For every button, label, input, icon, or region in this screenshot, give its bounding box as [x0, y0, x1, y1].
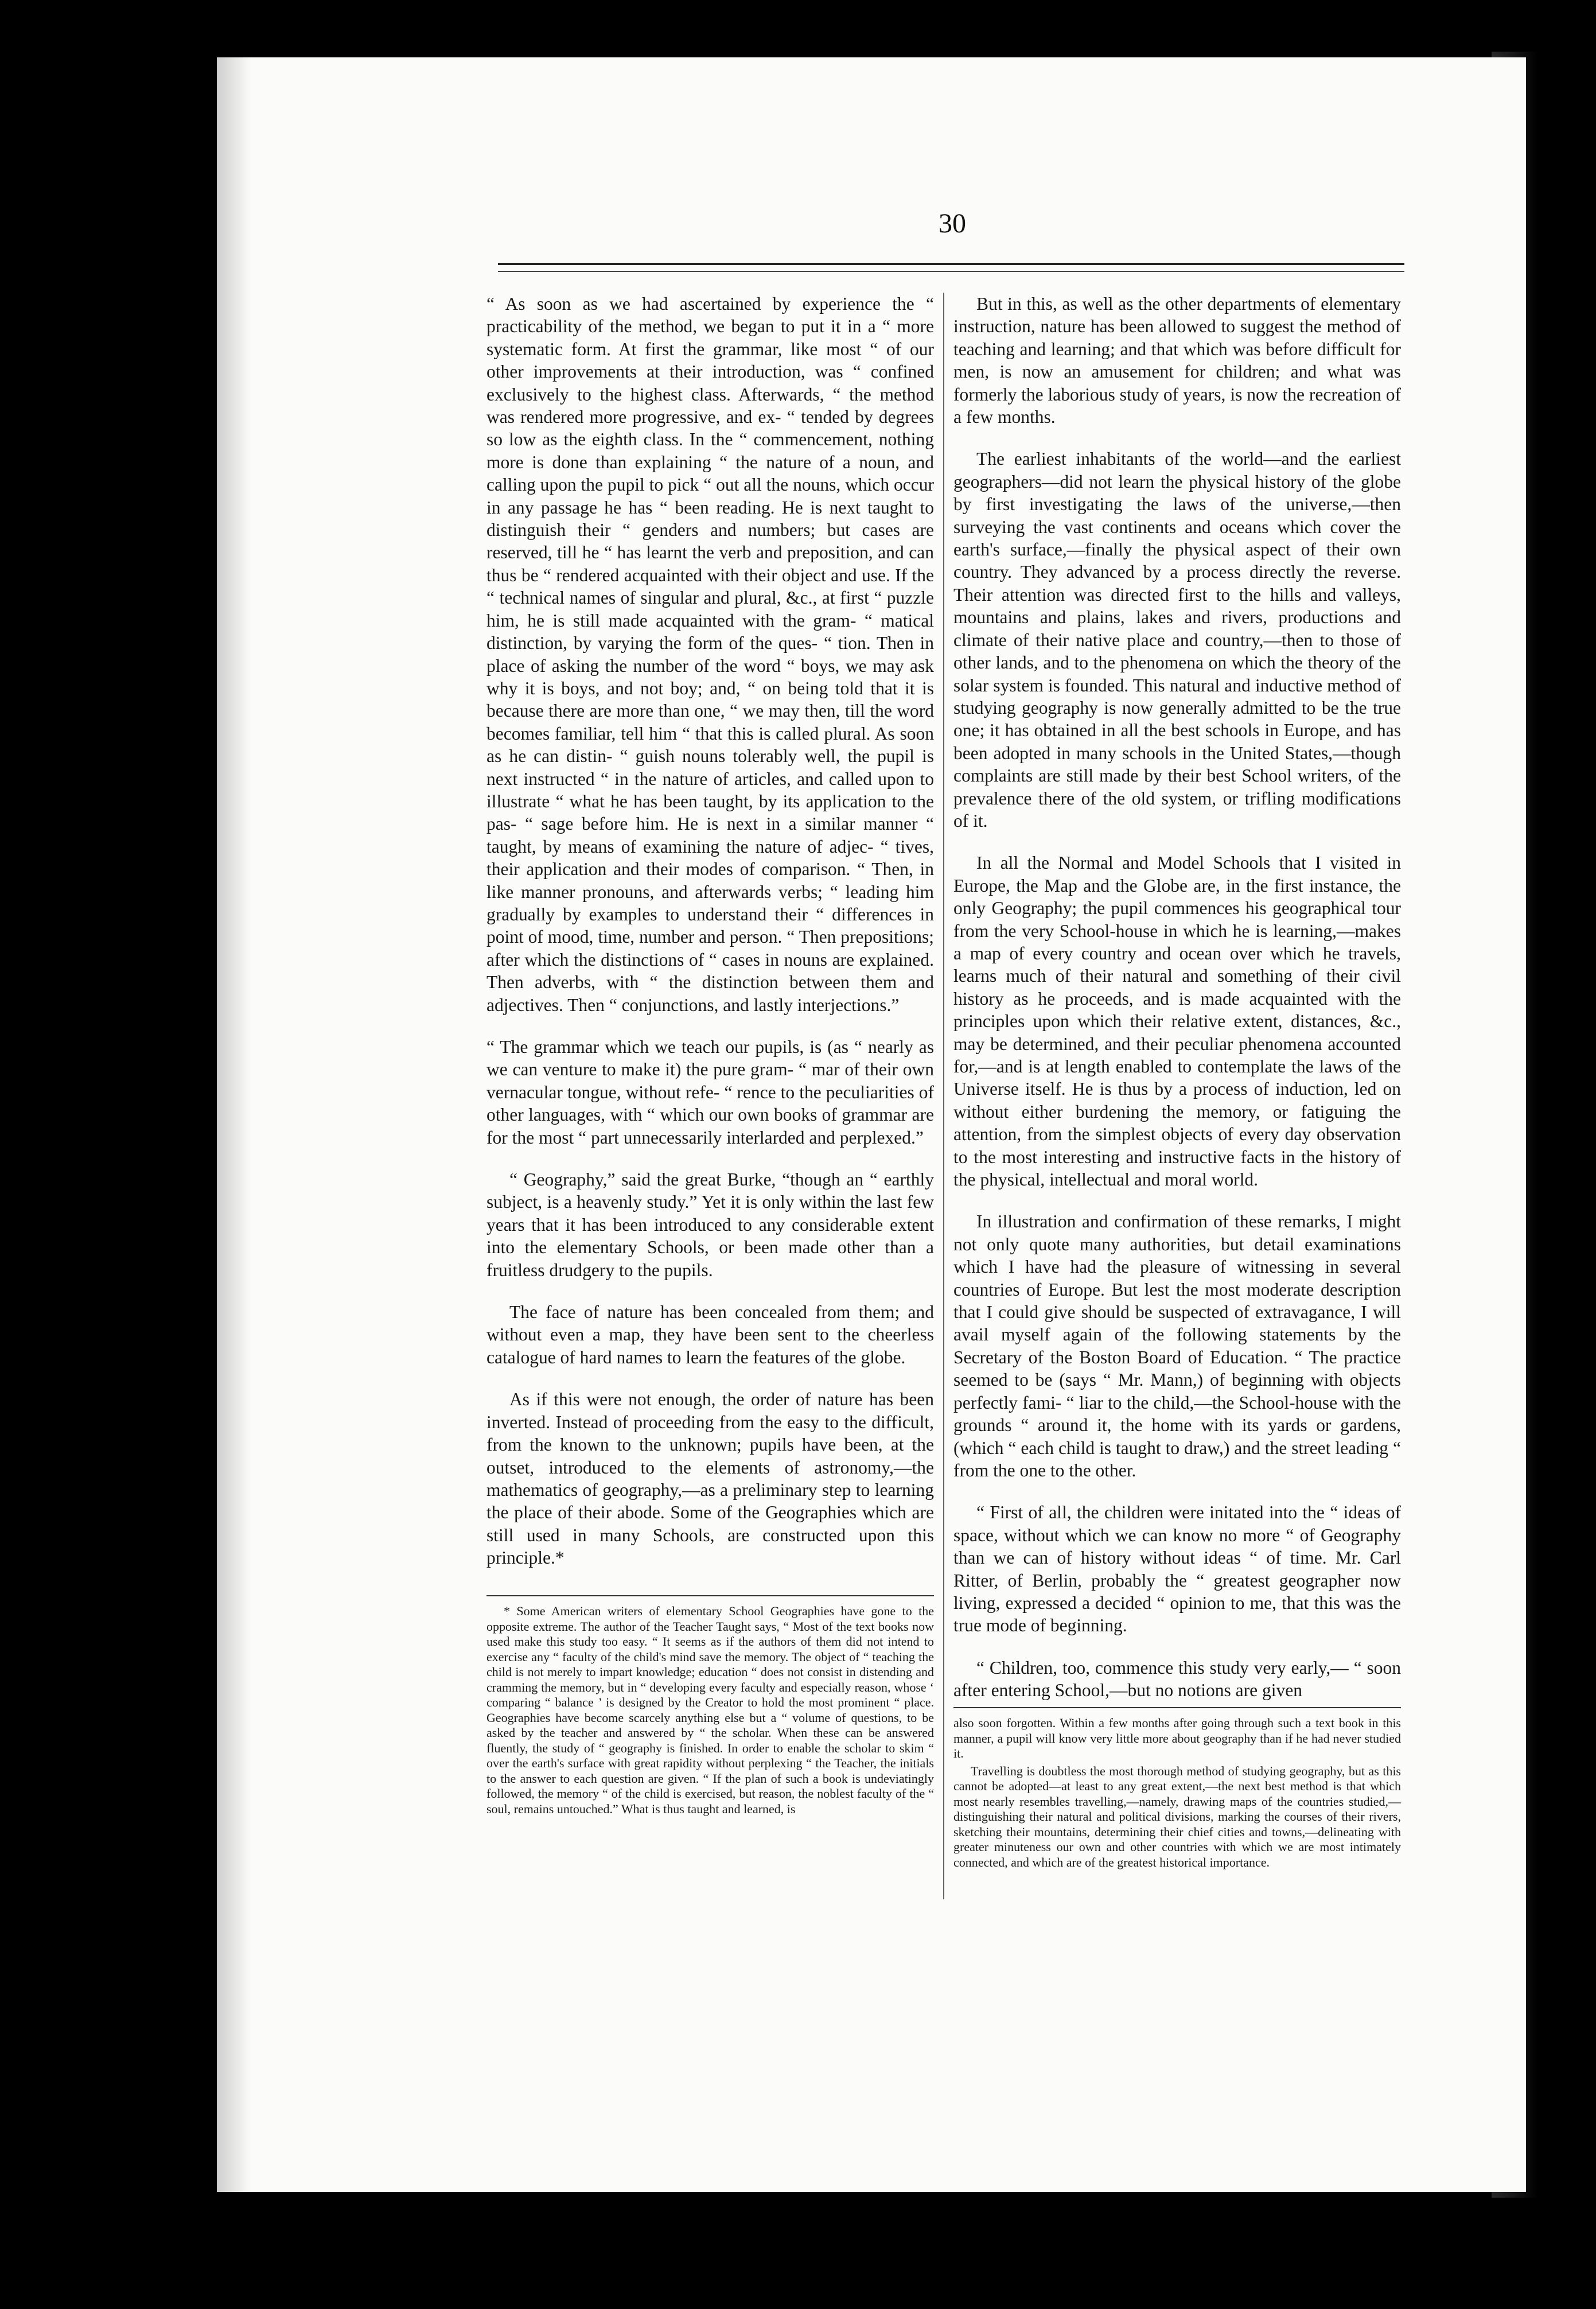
left-paragraph-4: The face of nature has been concealed from them; and without even a map, they have been sent to the cheerless catalogue of hard names to learn the features of the globe. — [486, 1302, 934, 1367]
left-paragraph-5: As if this were not enough, the order of nature has been inverted. Instead of proceeding from the easy to the difficult, from the known to the unknown; pupils have been, at the outset, introduced to the elements of astronomy,—the mathematics of geography,—as a preliminary step to learning the place of their abode. Some of the Geographies which are still used in many Schools, are constructed upon this principle.* — [486, 1389, 934, 1568]
left-footnote — [486, 1604, 934, 1819]
right-footnote-continuation: also soon forgotten. Within a few months after going through such a text book in this manner, a pupil will know very little more about geography than if he had never studied it. — [953, 1716, 1401, 1760]
right-paragraph-5: “ First of all, the children were initated into the “ ideas of space, without which we can know no more “ of Geography than we can of history without ideas “ of time. Mr. Carl Ritter, of Berlin, probably the “ greatest geographer now living, expressed a decided “ opinion to me, that this was the true mode of beginning. — [953, 1502, 1401, 1636]
right-paragraph-3: In all the Normal and Model Schools that I visited in Europe, the Map and the Globe are, in the first instance, the only Geography; the pupil commences his geographical tour from the very School-house in which he is learning,—makes a map of every country and ocean over which he travels, learns much of their natural and something of their civil history as he proceeds, and is made acquainted with the principles upon which their relative extent, distances, &c., may be determined, and their peculiar phenomena accounted for,—and is at length enabled to contemplate the laws of the Universe itself. He is thus by a process of induction, led on without either burdening the memory, or fatiguing the attention, from the simplest objects of every day observation to the most interesting and instructive facts in the history of the physical, intellectual and moral world. — [953, 853, 1401, 1190]
left-footnote-text: * Some American writers of elementary School Geographies have gone to the opposite extreme. The author of the Teacher Taught says, “ Most of the text books now used make this study too easy. “ It seems as if the authors of them did not intend to exercise any “ faculty of the child's mind save the memory. The object of “ teaching the child is not merely to impart knowledge; education “ does not consist in distending and cramming the memory, but in “ developing every faculty and especially reason, whose ‘ comparing “ balance ’ is designed by the Creator to hold the most prominent “ place. Geographies have become scarcely anything else but a “ volume of questions, to be asked by the teacher and answered by “ the scholar. When these can be answered fluently, the study of “ geography is finished. In order to enable the scholar to skim “ over the earth's surface with great rapidity without perplexing “ the Teacher, the initials to the answer to each question are given. “ If the plan of such a book is undeviatingly followed, the memory “ of the child is exercised, but reason, the noblest faculty of the “ soul, remains untouched.” What is thus taught and learned, is — [486, 1604, 934, 1816]
right-footnote — [953, 1716, 1401, 1872]
left-footnote-rule — [486, 1595, 934, 1596]
page-edge-shadow — [217, 57, 251, 2192]
right-paragraph-6: “ Children, too, commence this study very early,— “ soon after entering School,—but no notions are given — [953, 1657, 1401, 1701]
column-divider — [943, 293, 944, 1899]
left-paragraph-3: “ Geography,” said the great Burke, “though an “ earthly subject, is a heavenly study.” Yet it is only within the last few years that it has been introduced to any considerable extent into the elementary Schools, or been made other than a fruitless drudgery to the pupils. — [486, 1169, 934, 1280]
header-rule — [498, 263, 1404, 272]
right-paragraph-1: But in this, as well as the other departments of elementary instruction, nature has been allowed to suggest the method of teaching and learning; and that which was before difficult for men, is now an amusement for children; and what was formerly the laborious study of years, is now the recreation of a few months. — [953, 294, 1401, 427]
left-paragraph-1: “ As soon as we had ascertained by experience the “ practicability of the method, we began to put it in a “ more systematic form. At first the grammar, like most “ of our other improvements at their introduction, was “ confined exclusively to the highest class. Afterwards, “ the method was rendered more progressive, and ex- “ tended by degrees so low as the eighth class. In the “ commencement, nothing more is done than explaining “ the nature of a noun, and calling upon the pupil to pick “ out all the nouns, which occur in any passage he has “ been reading. He is next taught to distinguish their “ genders and numbers; but cases are reserved, till he “ has learnt the verb and preposition, and can thus be “ rendered acquainted with their object and use. If the “ technical names of singular and plural, &c., at first “ puzzle him, he is still made acquainted with the gram- “ matical distinction, by varying the form of the ques- “ tion. Then in place of asking the number of the word “ boys, we may ask why it is boys, and not boy; and, “ on being told that it is because there are more than one, “ we may then, till the word becomes familiar, tell him “ that this is called plural. As soon as he can distin- “ guish nouns tolerably well, the pupil is next instructed “ in the nature of articles, and called upon to illustrate “ what he has been taught, by its application to the pas- “ sage before him. He is next in a similar manner “ taught, by means of examining the nature of adjec- “ tives, their application and their modes of comparison. “ Then, in like manner pronouns, and afterwards verbs; “ leading him gradually by examples to understand their “ differences in point of mood, time, number and person. “ Then prepositions; after which the distinctions of “ cases in nouns are explained. Then adverbs, with “ the distinction between them and adjectives. Then “ conjunctions, and lastly interjections.” — [486, 294, 934, 1015]
left-paragraph-2: “ The grammar which we teach our pupils, is (as “ nearly as we can venture to make it) the pure gram- “ mar of their own vernacular tongue, without refe- “ rence to the peculiarities of other languages, with “ which our own books of grammar are for the most “ part unnecessarily interlarded and perplexed.” — [486, 1037, 934, 1148]
left-column — [486, 293, 934, 1589]
page-number: 30 — [939, 208, 966, 239]
right-paragraph-2: The earliest inhabitants of the world—and the earliest geographers—did not learn the physical history of the globe by first investigating the laws of the universe,—then surveying the vast continents and oceans which cover the earth's surface,—finally the physical aspect of their own country. They advanced by a process directly the reverse. Their attention was directed first to the hills and valleys, mountains and plains, lakes and rivers, productions and climate of their native place and country,—then to those of other lands, and to the phenomena on which the theory of the solar system is founded. This natural and inductive method of studying geography is now generally admitted to be the true one; it has obtained in all the best schools in Europe, and has been adopted in many schools in the United States,—though complaints are still made by their best School writers, of the prevalence there of the old system, or trifling modifications of it. — [953, 449, 1401, 831]
right-footnote-rule — [953, 1707, 1401, 1708]
right-footnote-travelling: Travelling is doubtless the most thorough method of studying geography, but as this cannot be adopted—at least to any great extent,—the next best method is that which most nearly resembles travelling,—namely, drawing maps of the countries studied,—distinguishing their natural and political divisions, marking the courses of their rivers, sketching their mountains, determining their chief cities and towns,—delineating with greater minuteness our own and other countries with which we are most intimately connected, and which are of the greatest historical importance. — [953, 1763, 1401, 1869]
right-paragraph-4: In illustration and confirmation of these remarks, I might not only quote many authorities, but detail examinations which I have had the pleasure of witnessing in several countries of Europe. But lest the most moderate description that I could give should be suspected of extravagance, I will avail myself again of the following statements by the Secretary of the Boston Board of Education. “ The practice seemed to be (says “ Mr. Mann,) of beginning with objects perfectly fami- “ liar to the child,—the School-house with the grounds “ around it, the home with its yards or gardens, (which “ each child is taught to draw,) and the street leading “ from the one to the other. — [953, 1211, 1401, 1480]
right-column — [953, 293, 1401, 1721]
